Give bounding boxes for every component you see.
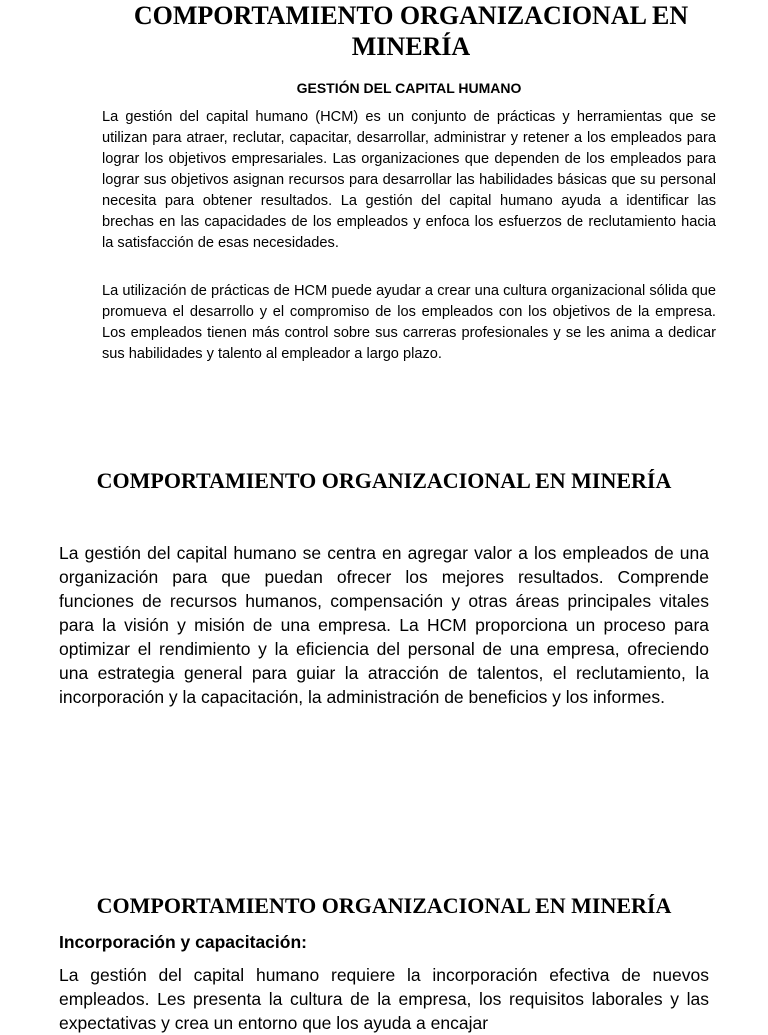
section-subheading: Incorporación y capacitación: bbox=[59, 932, 307, 952]
section-title: COMPORTAMIENTO ORGANIZACIONAL EN MINERÍA bbox=[133, 1, 689, 61]
body-paragraph: La gestión del capital humano se centra en agregar valor a los empleados de una organización para que puedan ofrecer los mejores resultados. Comprende funciones de recursos humanos, compensación y otras áreas principales vitales para la visión y misión de una empresa. La HCM proporciona un proceso para optimizar el rendimiento y la eficiencia del personal de una empresa, ofreciendo una estrategia general para guiar la atracción de talentos, el reclutamiento, la incorporación y la capacitación, la administración de beneficios y los informes. bbox=[59, 543, 709, 707]
body-paragraph: La utilización de prácticas de HCM puede ayudar a crear una cultura organizacional sólida que promueva el desarrollo y el compromiso de los empleados con los objetivos de la empresa. Los empleados tienen más control sobre sus carreras profesionales y se les anima a dedicar sus habilidades y talento al empleador a largo plazo. bbox=[102, 283, 716, 362]
body-paragraph: La gestión del capital humano requiere la incorporación efectiva de nuevos empleados. Les presenta la cultura de la empresa, los requisitos laborales y las expectativas y crea un entorno que los ayuda a encajar bbox=[59, 965, 709, 1033]
section-title: COMPORTAMIENTO ORGANIZACIONAL EN MINERÍA bbox=[96, 893, 672, 918]
section-title: COMPORTAMIENTO ORGANIZACIONAL EN MINERÍA bbox=[96, 468, 672, 493]
section-subtitle: GESTIÓN DEL CAPITAL HUMANO bbox=[296, 80, 522, 96]
body-paragraph: La gestión del capital humano (HCM) es un conjunto de prácticas y herramientas que se utilizan para atraer, reclutar, capacitar, desarrollar, administrar y retener a los empleados para lograr los objetivos empresariales. Las organizaciones que dependen de los empleados para lograr sus objetivos asignan recursos para desarrollar las habilidades básicas que su personal necesita para obtener resultados. La gestión del capital humano ayuda a identificar las brechas en las capacidades de los empleados y enfoca los esfuerzos de reclutamiento hacia la satisfacción de esas necesidades. bbox=[102, 109, 716, 251]
